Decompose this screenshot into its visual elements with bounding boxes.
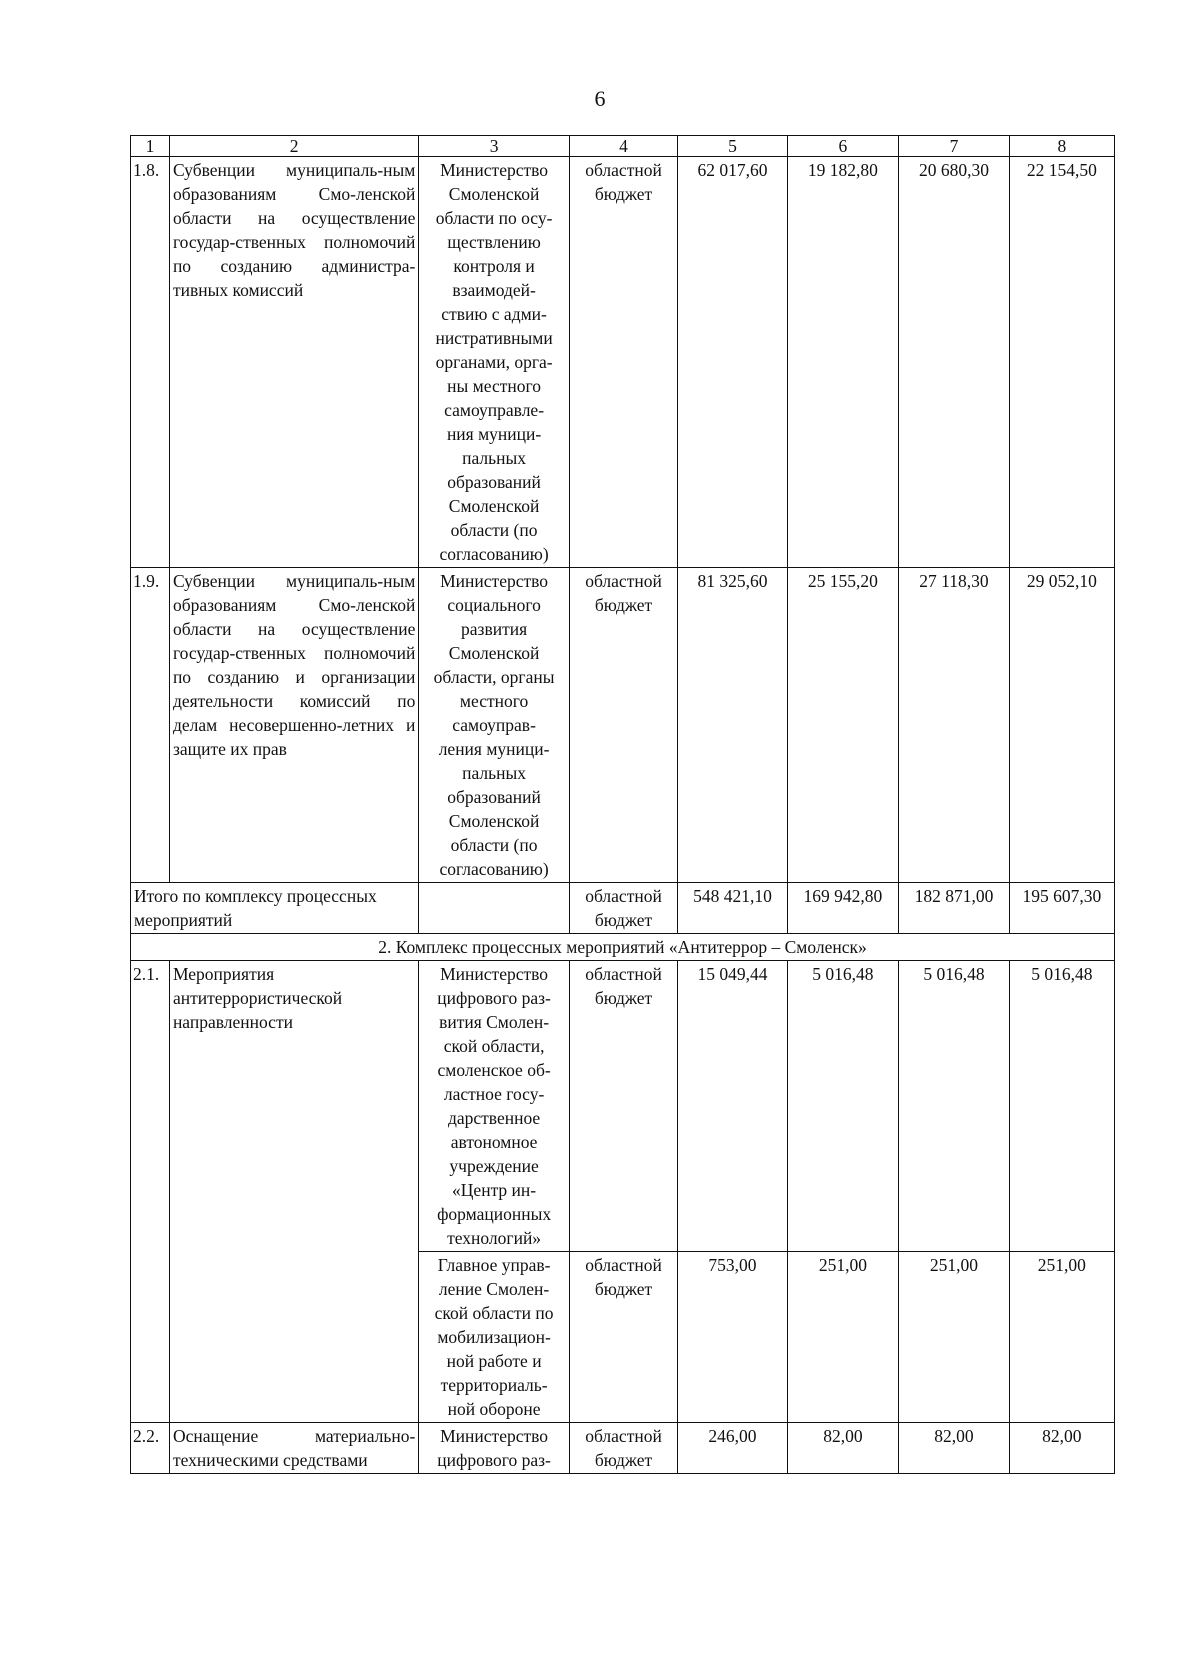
header-cell: 8	[1009, 136, 1114, 157]
table-row	[131, 157, 1115, 568]
value-total: 15 049,44	[678, 961, 787, 1252]
value-total: 81 325,60	[678, 568, 787, 883]
page-number: 6	[594, 86, 606, 111]
value-year-2: 82,00	[899, 1423, 1010, 1474]
funding-source: областной бюджет	[569, 157, 677, 568]
value-year-2: 27 118,30	[899, 568, 1010, 883]
row-number: 2.1.	[131, 961, 170, 1423]
table-row	[131, 568, 1115, 883]
total-row	[131, 883, 1115, 934]
header-cell: 2	[169, 136, 418, 157]
value-year-2: 251,00	[899, 1252, 1010, 1423]
header-cell: 5	[678, 136, 787, 157]
total-value-year-1: 169 942,80	[787, 883, 899, 934]
value-year-3: 82,00	[1009, 1423, 1114, 1474]
header-cell: 6	[787, 136, 899, 157]
funding-source: областной бюджет	[569, 883, 677, 934]
funding-source: областной бюджет	[569, 1423, 677, 1474]
funding-source: областной бюджет	[569, 568, 677, 883]
section-row	[131, 934, 1115, 961]
value-total: 62 017,60	[678, 157, 787, 568]
value-year-1: 19 182,80	[787, 157, 899, 568]
executor: Главное управ- ление Смолен- ской области по мобилизацион- ной работе и территориаль- ной обороне	[419, 1252, 569, 1423]
activity-name: Субвенции муниципаль-ным образованиям Смо-ленской области на осуществление государ-ственных полномочий по созданию администра-тивных комиссий	[169, 157, 418, 568]
value-year-2: 5 016,48	[899, 961, 1010, 1252]
table-row	[131, 961, 1115, 1252]
value-year-3: 251,00	[1009, 1252, 1114, 1423]
activity-name: Субвенции муниципаль-ным образованиям Смо-ленской области на осуществление государ-ственных полномочий по созданию и организации деятельности комиссий по делам несовершенно-летних и защите их прав	[169, 568, 418, 883]
row-number: 1.8.	[131, 157, 170, 568]
row-number: 2.2.	[131, 1423, 170, 1474]
value-year-3: 29 052,10	[1009, 568, 1114, 883]
header-row	[131, 136, 1115, 157]
total-label: Итого по комплексу процессных мероприятий	[131, 883, 419, 934]
table-row	[131, 1423, 1115, 1474]
value-year-1: 251,00	[787, 1252, 899, 1423]
budget-table	[130, 135, 1115, 1474]
total-value-year-3: 195 607,30	[1009, 883, 1114, 934]
activity-name: Мероприятия антитеррористической направленности	[169, 961, 418, 1423]
empty-cell	[419, 883, 569, 934]
executor: Министерство Смоленской области по осу- ществлению контроля и взаимодей- ствию с адми- нистративными органами, орга- ны местного самоуправле- ния муници- пальных образований Смоленской области (по согласованию)	[419, 157, 569, 568]
funding-source: областной бюджет	[569, 961, 677, 1252]
value-total: 246,00	[678, 1423, 787, 1474]
executor: Министерство цифрового раз- вития Смолен- ской области, смоленское об- ластное госу- дарственное автономное учреждение «Центр ин- формационных технологий»	[419, 961, 569, 1252]
header-cell: 1	[131, 136, 170, 157]
header-cell: 7	[899, 136, 1010, 157]
value-year-1: 25 155,20	[787, 568, 899, 883]
row-number: 1.9.	[131, 568, 170, 883]
section-title: 2. Комплекс процессных мероприятий «Антитеррор – Смоленск»	[131, 934, 1115, 961]
total-value-total: 548 421,10	[678, 883, 787, 934]
total-value-year-2: 182 871,00	[899, 883, 1010, 934]
header-cell: 3	[419, 136, 569, 157]
header-cell: 4	[569, 136, 677, 157]
value-total: 753,00	[678, 1252, 787, 1423]
value-year-1: 5 016,48	[787, 961, 899, 1252]
activity-name: Оснащение материально-техническими средствами	[169, 1423, 418, 1474]
executor: Министерство социального развития Смоленской области, органы местного самоуправ- ления муници- пальных образований Смоленской области (по согласованию)	[419, 568, 569, 883]
funding-source: областной бюджет	[569, 1252, 677, 1423]
value-year-3: 5 016,48	[1009, 961, 1114, 1252]
value-year-2: 20 680,30	[899, 157, 1010, 568]
value-year-1: 82,00	[787, 1423, 899, 1474]
value-year-3: 22 154,50	[1009, 157, 1114, 568]
executor: Министерство цифрового раз-	[419, 1423, 569, 1474]
